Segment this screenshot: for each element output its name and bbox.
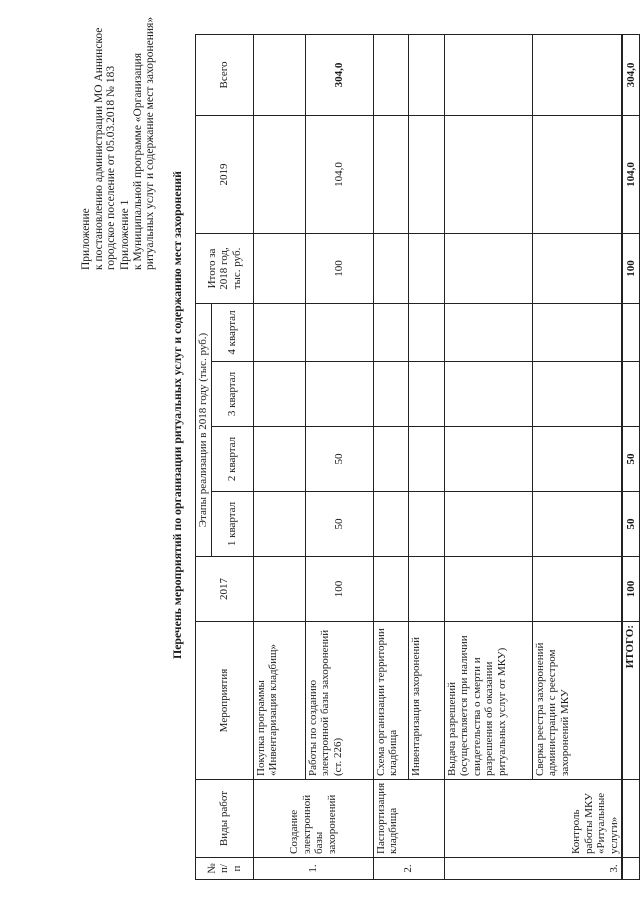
- cell-q2: [373, 427, 408, 492]
- total-q4: [622, 303, 639, 361]
- cell-total: [408, 34, 444, 115]
- header-line: Приложение 1: [119, 199, 131, 270]
- cell-total-2018: [373, 233, 408, 303]
- cell-total: 304,0: [305, 34, 373, 115]
- cell-total: [253, 34, 305, 115]
- cell-q2: [253, 427, 305, 492]
- cell-total-2018: [532, 233, 622, 303]
- totals-spacer: [622, 780, 639, 858]
- table-row: [444, 34, 532, 879]
- appendix-header-program: [119, 0, 157, 270]
- table-row: [408, 34, 444, 879]
- cell-total: [444, 34, 532, 115]
- activity: Сверка реестра захоронений администрации с реестром захоронений МКУ: [532, 622, 622, 780]
- document-title: Перечень мероприятий по организации ритуальных услуг и содержанию мест захоронений: [170, 171, 184, 659]
- cell-2019: [253, 115, 305, 233]
- col-header-2017: 2017: [196, 557, 254, 622]
- cell-q4: [373, 303, 408, 361]
- table-row: [373, 34, 408, 879]
- cell-2019: [444, 115, 532, 233]
- cell-q4: [408, 303, 444, 361]
- cell-q1: [373, 492, 408, 557]
- total-q3: [622, 362, 639, 427]
- col-header-q2: 2 квартал: [211, 427, 253, 492]
- header-line: городское поселение от 05.03.2018 № 183: [105, 65, 117, 270]
- cell-q3: [305, 362, 373, 427]
- header-line: ритуальных услуг и содержание мест захоронения»: [144, 16, 156, 270]
- cell-2019: [373, 115, 408, 233]
- cell-total: [373, 34, 408, 115]
- col-header-2019: 2019: [196, 115, 254, 233]
- work-type: Паспортизация кладбища: [373, 780, 444, 858]
- totals-spacer: [622, 858, 639, 880]
- col-header-q3: 3 квартал: [211, 362, 253, 427]
- total-all: 304,0: [622, 34, 639, 115]
- activity: Инвентаризация захоронений: [408, 622, 444, 780]
- cell-total-2018: 100: [305, 233, 373, 303]
- cell-total-2018: [444, 233, 532, 303]
- total-q2: 50: [622, 427, 639, 492]
- work-type: Создание электронной базы захоронений: [253, 780, 373, 858]
- col-header-total: Всего: [196, 34, 254, 115]
- cell-total-2018: [253, 233, 305, 303]
- cell-q4: [444, 303, 532, 361]
- cell-total: [532, 34, 622, 115]
- cell-q2: [532, 427, 622, 492]
- cell-2019: [408, 115, 444, 233]
- activity: Схема организации территории кладбища: [373, 622, 408, 780]
- total-2018: 100: [622, 233, 639, 303]
- totals-label: ИТОГО:: [622, 622, 639, 780]
- appendix-header-decree: [80, 0, 118, 270]
- col-header-activities: Мероприятия: [196, 622, 254, 780]
- header-line: к постановлению администрации МО Аннинское: [92, 27, 105, 270]
- cell-q2: 50: [305, 427, 373, 492]
- table-row: [532, 34, 622, 879]
- cell-q3: [408, 362, 444, 427]
- table-row: [253, 34, 305, 879]
- header-line: Приложение: [80, 208, 92, 270]
- col-header-work-type: Виды работ: [196, 780, 254, 858]
- cell-2017: [253, 557, 305, 622]
- activity: Работы по созданию электронной базы захоронений (ст. 226): [305, 622, 373, 780]
- cell-2017: 100: [305, 557, 373, 622]
- totals-row: [622, 34, 639, 879]
- cell-2019: 104,0: [305, 115, 373, 233]
- header-line: к Муниципальной программе «Организация: [131, 53, 144, 270]
- cell-2017: [444, 557, 532, 622]
- cell-q1: [408, 492, 444, 557]
- row-num: 3.: [444, 858, 622, 880]
- cell-2017: [408, 557, 444, 622]
- work-type: Контроль работы МКУ «Ритуальные услуги»: [444, 780, 622, 858]
- cell-q3: [532, 362, 622, 427]
- row-num: 1.: [253, 858, 373, 880]
- total-2019: 104,0: [622, 115, 639, 233]
- cell-q4: [253, 303, 305, 361]
- cell-q3: [253, 362, 305, 427]
- cell-q1: [444, 492, 532, 557]
- activity: Покупка программы «Инвентаризация кладбищ»: [253, 622, 305, 780]
- col-header-stages-2018: Этапы реализации в 2018 году (тыс. руб.): [196, 303, 212, 556]
- total-q1: 50: [622, 492, 639, 557]
- activities-table: [195, 34, 640, 880]
- cell-q4: [532, 303, 622, 361]
- cell-q2: [408, 427, 444, 492]
- col-header-num: № п/ п: [196, 858, 254, 880]
- col-header-q4: 4 квартал: [211, 303, 253, 361]
- activity: Выдача разрешений (осуществляется при наличии свидетельства о смерти и разрешения об оказании ритуальных услуг от МКУ): [444, 622, 532, 780]
- cell-q1: 50: [305, 492, 373, 557]
- col-header-q1: 1 квартал: [211, 492, 253, 557]
- table-row: [305, 34, 373, 879]
- cell-q2: [444, 427, 532, 492]
- cell-q1: [532, 492, 622, 557]
- cell-q1: [253, 492, 305, 557]
- cell-2017: [532, 557, 622, 622]
- cell-q4: [305, 303, 373, 361]
- col-header-total-2018: Итого за 2018 год, тыс. руб.: [196, 233, 254, 303]
- cell-total-2018: [408, 233, 444, 303]
- cell-2017: [373, 557, 408, 622]
- row-num: 2.: [373, 858, 444, 880]
- cell-q3: [373, 362, 408, 427]
- cell-q3: [444, 362, 532, 427]
- cell-2019: [532, 115, 622, 233]
- total-2017: 100: [622, 557, 639, 622]
